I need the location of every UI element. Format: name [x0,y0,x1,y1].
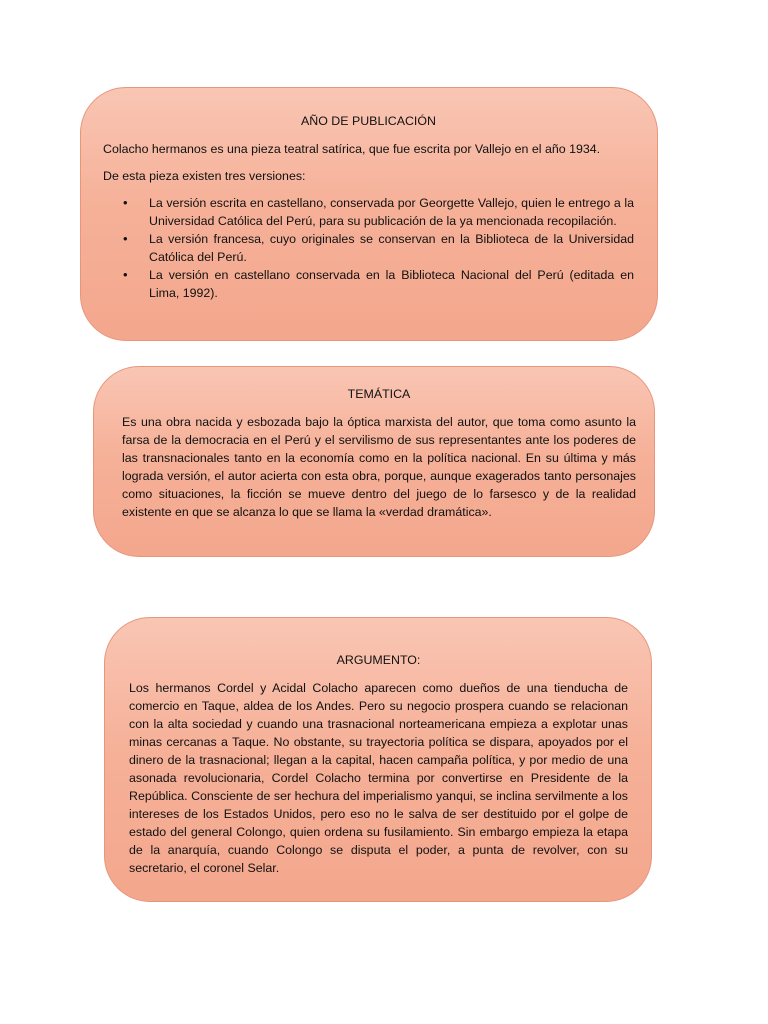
bullet-icon: • [123,267,128,282]
version-text: La versión francesa, cuyo originales se conservan en la Biblioteca de la Universidad Católica del Perú. [149,232,634,264]
version-item [103,194,634,230]
version-text: La versión en castellano conservada en la Biblioteca Nacional del Perú (editada en Lima, 1992). [149,268,634,300]
version-item [103,230,634,266]
version-item [103,266,634,302]
plot-card [104,617,652,902]
theme-body: Es una obra nacida y esbozada bajo la óptica marxista del autor, que toma como asunto la farsa de la democracia en el Perú y el servilismo de sus representantes ante los poderes de las transnacionales tanto en la economía como en la política nacional. En su última y más lograda versión, el autor acierta con esta obra, porque, aunque exagerados tanto personajes como situaciones, la ficción se mueve dentro del juego de lo farsesco y de la realidad existente en que se alcanza lo que se llama la «verdad dramática». [122,415,636,519]
versions-list [103,194,634,302]
publication-year-title: AÑO DE PUBLICACIÓN [301,114,436,128]
publication-intro: Colacho hermanos es una pieza teatral satírica, que fue escrita por Vallejo en el año 1934. [103,142,601,156]
plot-title: ARGUMENTO: [336,653,421,667]
versions-intro: De esta pieza existen tres versiones: [103,169,306,183]
plot-body: Los hermanos Cordel y Acidal Colacho aparecen como dueños de una tienducha de comercio en Taque, aldea de los Andes. Pero su negocio prospera cuando se relacionan con la alta sociedad y cuando una trasnacional norteamericana empieza a explotar unas minas cercanas a Taque. No obstante, su trayectoria política se dispara, apoyados por el dinero de la trasnacional; llegan a la capital, hacen campaña política, y por medio de una asonada revolucionaria, Cordel Colacho termina por convertirse en Presidente de la República. Consciente de ser hechura del imperialismo yanqui, se inclina servilmente a los intereses de los Estados Unidos, pero eso no le salva de ser destituido por el golpe de estado del general Colongo, quien ordena su fusilamiento. Sin embargo empieza la etapa de la anarquía, cuando Colongo se disputa el poder, a punta de revolver, con su secretario, el coronel Selar. [129,681,628,875]
bullet-icon: • [123,231,128,246]
version-text: La versión escrita en castellano, conservada por Georgette Vallejo, quien le entrego a la Universidad Católica del Perú, para su publicación de la ya mencionada recopilación. [149,196,634,228]
bullet-icon: • [123,195,128,210]
publication-year-card [80,87,658,341]
theme-title: TEMÁTICA [347,387,411,401]
theme-card [93,366,655,557]
